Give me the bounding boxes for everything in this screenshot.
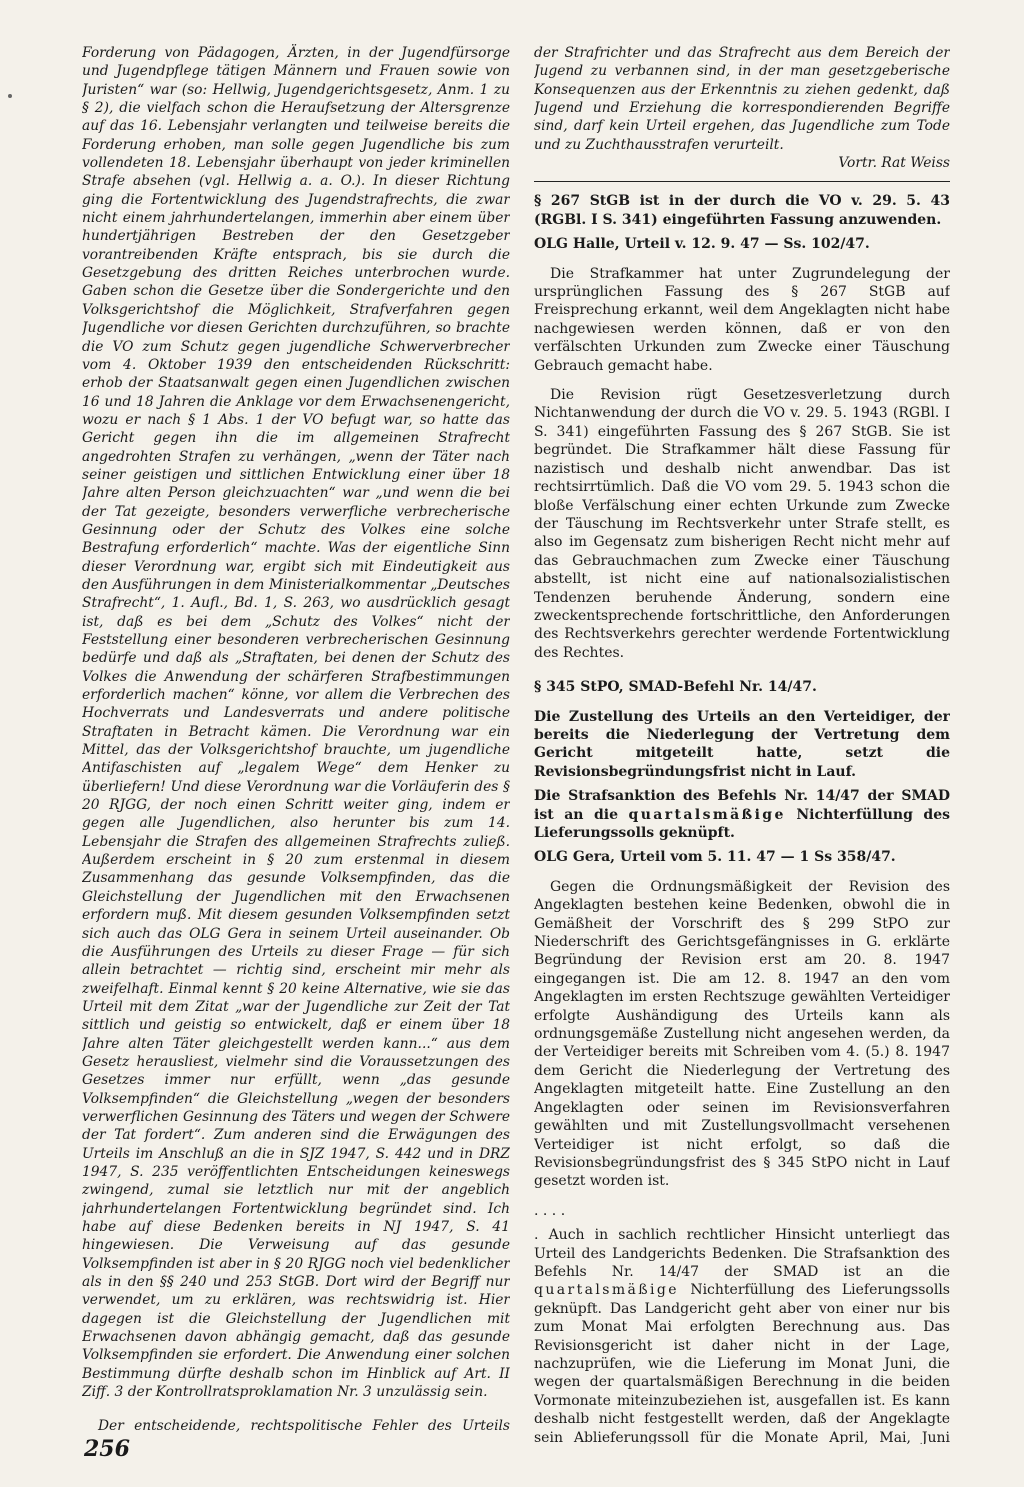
commentary-paragraph-1: Forderung von Pädagogen, Ärzten, in der Jugendfürsorge und Jugendpflege tätigen Männern und Frauen sowie von Juristen“ war (so: Hellwig, Jugendgerichtsgesetz, Anm. 1 zu § 2), die vielfach schon die Heraufsetzung der Altersgrenze auf das 16. Lebensjahr verlangten und teilweise bereits die Forderung erhoben, man solle gegen Jugendliche bis zum vollendeten 18. Lebensjahr überhaupt von jeder kriminellen Strafe absehen (vgl. Hellwig a. a. O.). In dieser Richtung ging die Fortentwicklung des Jugendstrafrechts, die zwar nicht einem jahrhundertelangen, immerhin aber einem über hundertjährigen Bestreben der den Gesetzgeber vorantreibenden Kräfte entsprach, bis sie durch die Gesetzgebung des dritten Reiches unterbrochen wurde. Gaben schon die Gesetze über die Sondergerichte und den Volksgerichtshof die Möglichkeit, Strafverfahren gegen Jugendliche vor diesen Gerichten durchzuführen, so brachte die VO zum Schutz gegen jugendliche Schwerverbrecher vom 4. Oktober 1939 den entscheidenden Rückschritt: erhob der Staatsanwalt gegen einen Jugendlichen zwischen 16 und 18 Jahren die Anklage vor dem Erwachsenengericht, wozu er nach § 1 Abs. 1 der VO befugt war, so hatte das Gericht gegen ihn die im allgemeinen Strafrecht angedrohten Strafen zu verhängen, „wenn der Täter nach seiner geistigen und sittlichen Entwicklung einer über 18 Jahre alten Person gleichzuachten“ war „und wenn die bei der Tat gezeigte, besonders verwerfliche verbrecherische Gesinnung oder der Schutz des Volkes eine solche Bestrafung erforderlich“ machte. Was der eigentliche Sinn dieser Verordnung war, ergibt sich mit Eindeutigkeit aus den Ausführungen in dem Ministerialkommentar „Deutsches Strafrecht“, 1. Aufl., Bd. 1, S. 263, wo ausdrücklich gesagt ist, daß es bei dem „Schutz des Volkes“ nicht der Feststellung einer besonderen verbrecherischen Gesinnung bedürfe und daß als „Straftaten, bei denen der Schutz des Volkes die Anwendung der schärferen Strafbestimmungen erforderlich machen“ könne, vor allem die Verbrechen des Hochverrats und Landesverrats und andere politische Straftaten in Betracht kämen. Die Verordnung war ein Mittel, das der Volksgerichtshof brauchte, um jugendliche Antifaschisten auf „legalem Wege“ dem Henker zu überliefern! Und diese Verordnung war die Vorläuferin des § 20 RJGG, der noch einen Schritt weiter ging, indem er gegen alle Jugendlichen, also herunter bis zum 14. Lebensjahr die Strafen des allgemeinen Strafrechts zuließ. Außerdem erscheint in § 20 zum erstenmal in diesem Zusammenhang das gesunde Volksempfinden, das die Gleichstellung der Jugendlichen mit den Erwachsenen erfordern muß. Mit diesem gesunden Volksempfinden setzt sich auch das OLG Gera in seinem Urteil auseinander. Ob die Ausführungen des Urteils zu dieser Frage — für sich allein betrachtet — richtig sind, erscheint mir mehr als zweifelhaft. Einmal kennt § 20 keine Alternative, wie sie das Urteil mit dem Zitat „war der Jugendliche zur Zeit der Tat sittlich und geistig so entwickelt, daß er einem über 18 Jahre alten Täter gleichgestellt werden kann...“ aus dem Gesetz herausliest, vielmehr sind die Voraussetzungen des Gesetzes immer nur erfüllt, wenn „das gesunde Volksempfinden“ die Gleichstellung „wegen der besonders verwerflichen Gesinnung des Täters und wegen der Schwere der Tat fordert“. Zum anderen sind die Erwägungen des Urteils im Anschluß an die in SJZ 1947, S. 442 und in DRZ 1947, S. 235 veröffentlichten Entscheidungen keineswegs zwingend, zumal sie letztlich nur mit der angeblich jahrhundertelangen Fortentwicklung begründet sind. Ich habe auf diese Bedenken bereits in NJ 1947, S. 41 hingewiesen. Die Verweisung auf das gesunde Volksempfinden ist aber in § 20 RJGG noch viel bedenklicher als in den §§ 240 und 253 StGB. Dort wird der Begriff nur verwendet, um zu erklären, was rechtswidrig ist. Hier dagegen ist die Gleichstellung der Jugendlichen mit Erwachsenen davon abhängig gemacht, daß das gesunde Volksempfinden sie erfordert. Die Anwendung einer solchen Bestimmung dürfte deshalb schon im Hinblick auf Art. II Ziff. 3 der Kontrollratsproklamation Nr. 3 unzulässig sein. <box>82 45 510 1401</box>
case-1-paragraph-1: Die Strafkammer hat unter Zugrundelegung der ursprünglichen Fassung des § 267 StGB auf Freisprechung erkannt, weil dem Angeklagten nicht habe nachgewiesen werden können, daß er von den verfälschten Urkunden zum Zwecke einer Täuschung Gebrauch gemacht habe. <box>534 265 950 374</box>
case-2-headnote: § 345 StPO, SMAD-Befehl Nr. 14/47. <box>534 679 817 696</box>
author-signature: Vortr. Rat Weiss <box>838 155 950 172</box>
case-2-court: OLG Gera, Urteil vom 5. 11. 47 — 1 Ss 358/47. <box>534 849 896 866</box>
case-2-lead-1: Die Zustellung des Urteils an den Verteidiger, der bereits die Niederlegung der Vertretung dem Gericht mitgeteilt hatte, setzt die Revisionsbegründungsfrist nicht in Lauf. <box>534 708 950 780</box>
case-2-paragraph-2 <box>534 1226 950 1444</box>
case-2-lead-2-part-a: Die Strafsanktion des Befehls Nr. 14/47 der SMAD ist an die <box>534 788 950 823</box>
page-number: 256 <box>84 1436 130 1462</box>
section-divider <box>534 181 950 182</box>
case-1-paragraph-2: Die Revision rügt Gesetzesverletzung durch Nichtanwendung der durch die VO v. 29. 5. 1943 (RGBl. I S. 341) eingeführten Fassung des § 267 StGB. Sie ist begründet. Die Strafkammer hält diese Fassung für nazistisch und deshalb nicht anwendbar. Das ist rechtsirrtümlich. Daß die VO vom 29. 5. 1943 schon die bloße Verfälschung einer echten Urkunde zum Zwecke der Täuschung im Rechtsverkehr unter Strafe stellt, es also im Gegensatz zum bisherigen Recht nicht mehr auf das Gebrauchmachen zum Zwecke einer Täuschung abstellt, ist nicht eine auf nationalsozialistischen Tendenzen beruhende Änderung, sondern eine zweckentsprechende fortschrittliche, den Anforderungen des Rechtsverkehrs gerechter werdende Fortentwicklung des Rechtes. <box>534 387 950 661</box>
case-2-lead-2-part-c: Nichterfüllung des Lieferungssolls geknüpft. <box>534 806 950 841</box>
scan-speck <box>8 94 12 98</box>
case-1-court: OLG Halle, Urteil v. 12. 9. 47 — Ss. 102/47. <box>534 236 870 253</box>
right-column <box>534 44 950 1444</box>
case-1-headnote: § 267 StGB ist in der durch die VO v. 29. 5. 43 (RGBl. I S. 341) eingeführten Fassung anzuwenden. <box>534 193 950 228</box>
case-2-lead-2-spaced: quartalsmäßige <box>628 806 786 823</box>
commentary-paragraph-2: Der entscheidende, rechtspolitische Fehler des Urteils <box>98 1418 510 1434</box>
case-2-paragraph-1: Gegen die Ordnungsmäßigkeit der Revision des Angeklagten bestehen keine Bedenken, obwohl die in Gemäßheit der Vorschrift des § 299 StPO zur Niederschrift des Gerichtsgefängnisses in G. erklärte Begründung der Revision erst am 20. 8. 1947 eingegangen ist. Die am 12. 8. 1947 an den vom Angeklagten im ersten Rechtszuge gewählten Verteidiger erfolgte Aushändigung des Urteils kann als ordnungsgemäße Zustellung nicht angesehen werden, da der Verteidiger bereits mit Schreiben vom 4. (5.) 8. 1947 dem Gericht die Niederlegung der Vertretung des Angeklagten mitgeteilt hatte. Eine Zustellung an den Angeklagten oder seinen im Revisionsverfahren gewählten und mit Zustellungsvollmacht versehenen Verteidiger ist nicht erfolgt, so daß die Revisionsbegründungsfrist des § 345 StPO nicht in Lauf gesetzt worden ist. <box>534 878 950 1190</box>
ellipsis: . . . . <box>534 1202 566 1219</box>
left-column <box>82 44 510 1434</box>
commentary-continuation: der Strafrichter und das Strafrecht aus dem Bereich der Jugend zu verbannen sind, in der man gesetzgeberische Konsequenzen aus der Erkenntnis zu ziehen gedenkt, daß Jugend und Erziehung die korrespondierenden Begriffe sind, darf kein Urteil ergehen, das Jugendliche zum Tode und zu Zuchthausstrafen verurteilt. <box>534 45 950 153</box>
case-2-paragraph-2-part-a: . Auch in sachlich rechtlicher Hinsicht unterliegt das Urteil des Landgerichts Bedenken. Die Strafsanktion des Befehls Nr. 14/47 der SMAD ist an die <box>534 1227 950 1280</box>
case-2-paragraph-2-part-c: Nichterfüllung des Lieferungssolls geknüpft. Das Landgericht geht aber von einer nur bis zum Monat Mai erfolgten Berechnung aus. Das Revisionsgericht ist daher nicht in der Lage, nachzuprüfen, wie die Lieferung im Monat Juni, die wegen der quartalsmäßigen Berechnung in die beiden Vormonate miteinzubeziehen ist, ausgefallen ist. Es kann deshalb nicht festgestellt werden, daß der Angeklagte sein Ablieferungssoll für die Monate April, Mai, Juni <box>534 1282 950 1444</box>
case-2-lead-2 <box>534 787 950 842</box>
case-2-paragraph-2-spaced: quartalsmäßige <box>534 1282 679 1299</box>
